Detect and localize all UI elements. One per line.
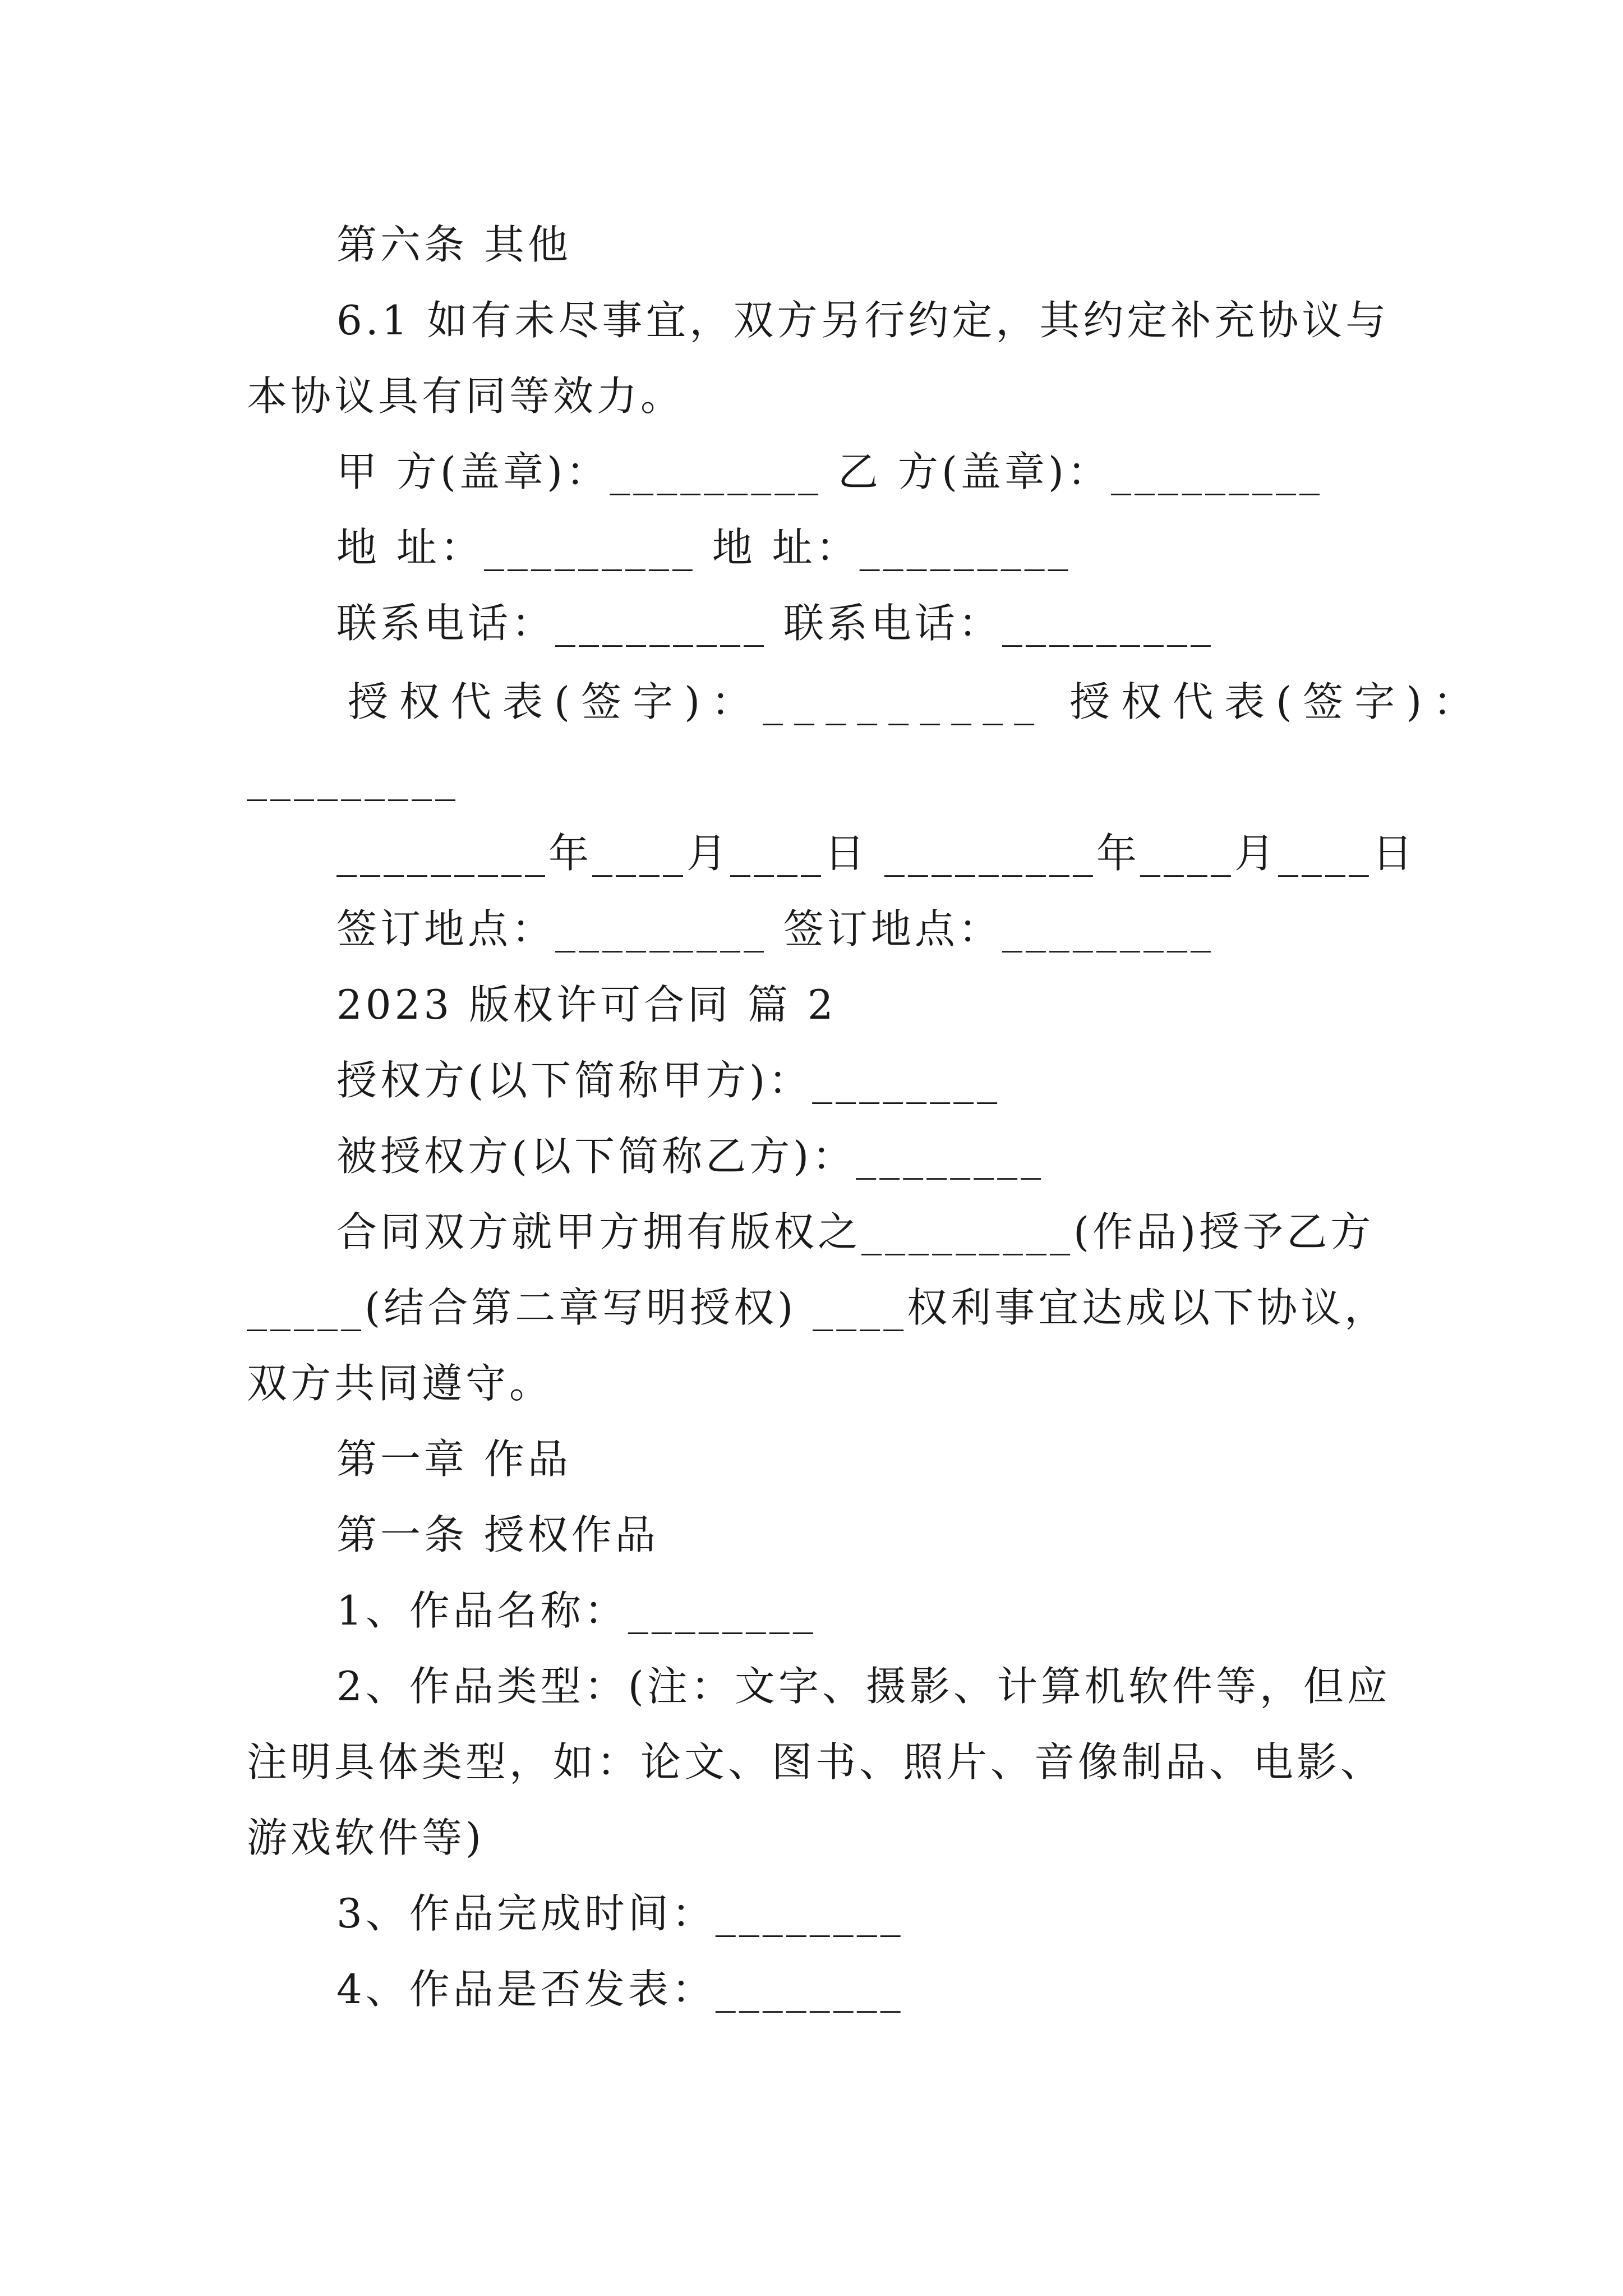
paragraph-line: 本协议具有同等效力。: [247, 372, 685, 420]
party-b-line: 被授权方(以下简称乙方)：________: [336, 1133, 1045, 1180]
signature-blank: _________: [247, 754, 459, 801]
party-a-line: 授权方(以下简称甲方)：________: [336, 1057, 1001, 1104]
signature-line-party: 甲 方(盖章)：_________ 乙 方(盖章)：_________: [336, 448, 1324, 495]
signature-line-date: _________年____月____日 _________年____月____日: [336, 830, 1416, 877]
article-heading: 第一条 授权作品: [336, 1511, 659, 1558]
list-item-continuation: 游戏软件等): [247, 1814, 485, 1861]
paragraph-line: 双方共同遵守。: [247, 1360, 554, 1407]
section-heading: 第六条 其他: [336, 221, 571, 268]
signature-line-address: 地 址：_________ 地 址：_________: [336, 524, 1072, 571]
signature-line-phone: 联系电话：_________ 联系电话：_________: [336, 600, 1214, 647]
chapter-heading: 第一章 作品: [336, 1435, 571, 1483]
document-title: 2023 版权许可合同 篇 2: [336, 981, 837, 1028]
list-item: 1、作品名称：________: [336, 1587, 817, 1634]
signature-line-representative: 授权代表(签字)：_________ 授权代表(签字)：: [348, 678, 1485, 725]
list-item: 3、作品完成时间：________: [336, 1890, 904, 1937]
list-item: 4、作品是否发表：________: [336, 1966, 904, 2013]
paragraph-line: 合同双方就甲方拥有版权之_________(作品)授予乙方: [336, 1208, 1375, 1255]
signature-line-place: 签订地点：_________ 签订地点：_________: [336, 905, 1214, 953]
list-item-continuation: 注明具体类型，如：论文、图书、照片、音像制品、电影、: [247, 1738, 1385, 1786]
paragraph-line: _____(结合第二章写明授权) ____权利事宜达成以下协议，: [247, 1284, 1389, 1331]
paragraph-line: 6.1 如有未尽事宜，双方另行约定，其约定补充协议与: [336, 297, 1390, 344]
list-item: 2、作品类型：(注：文字、摄影、计算机软件等，但应: [336, 1663, 1391, 1710]
